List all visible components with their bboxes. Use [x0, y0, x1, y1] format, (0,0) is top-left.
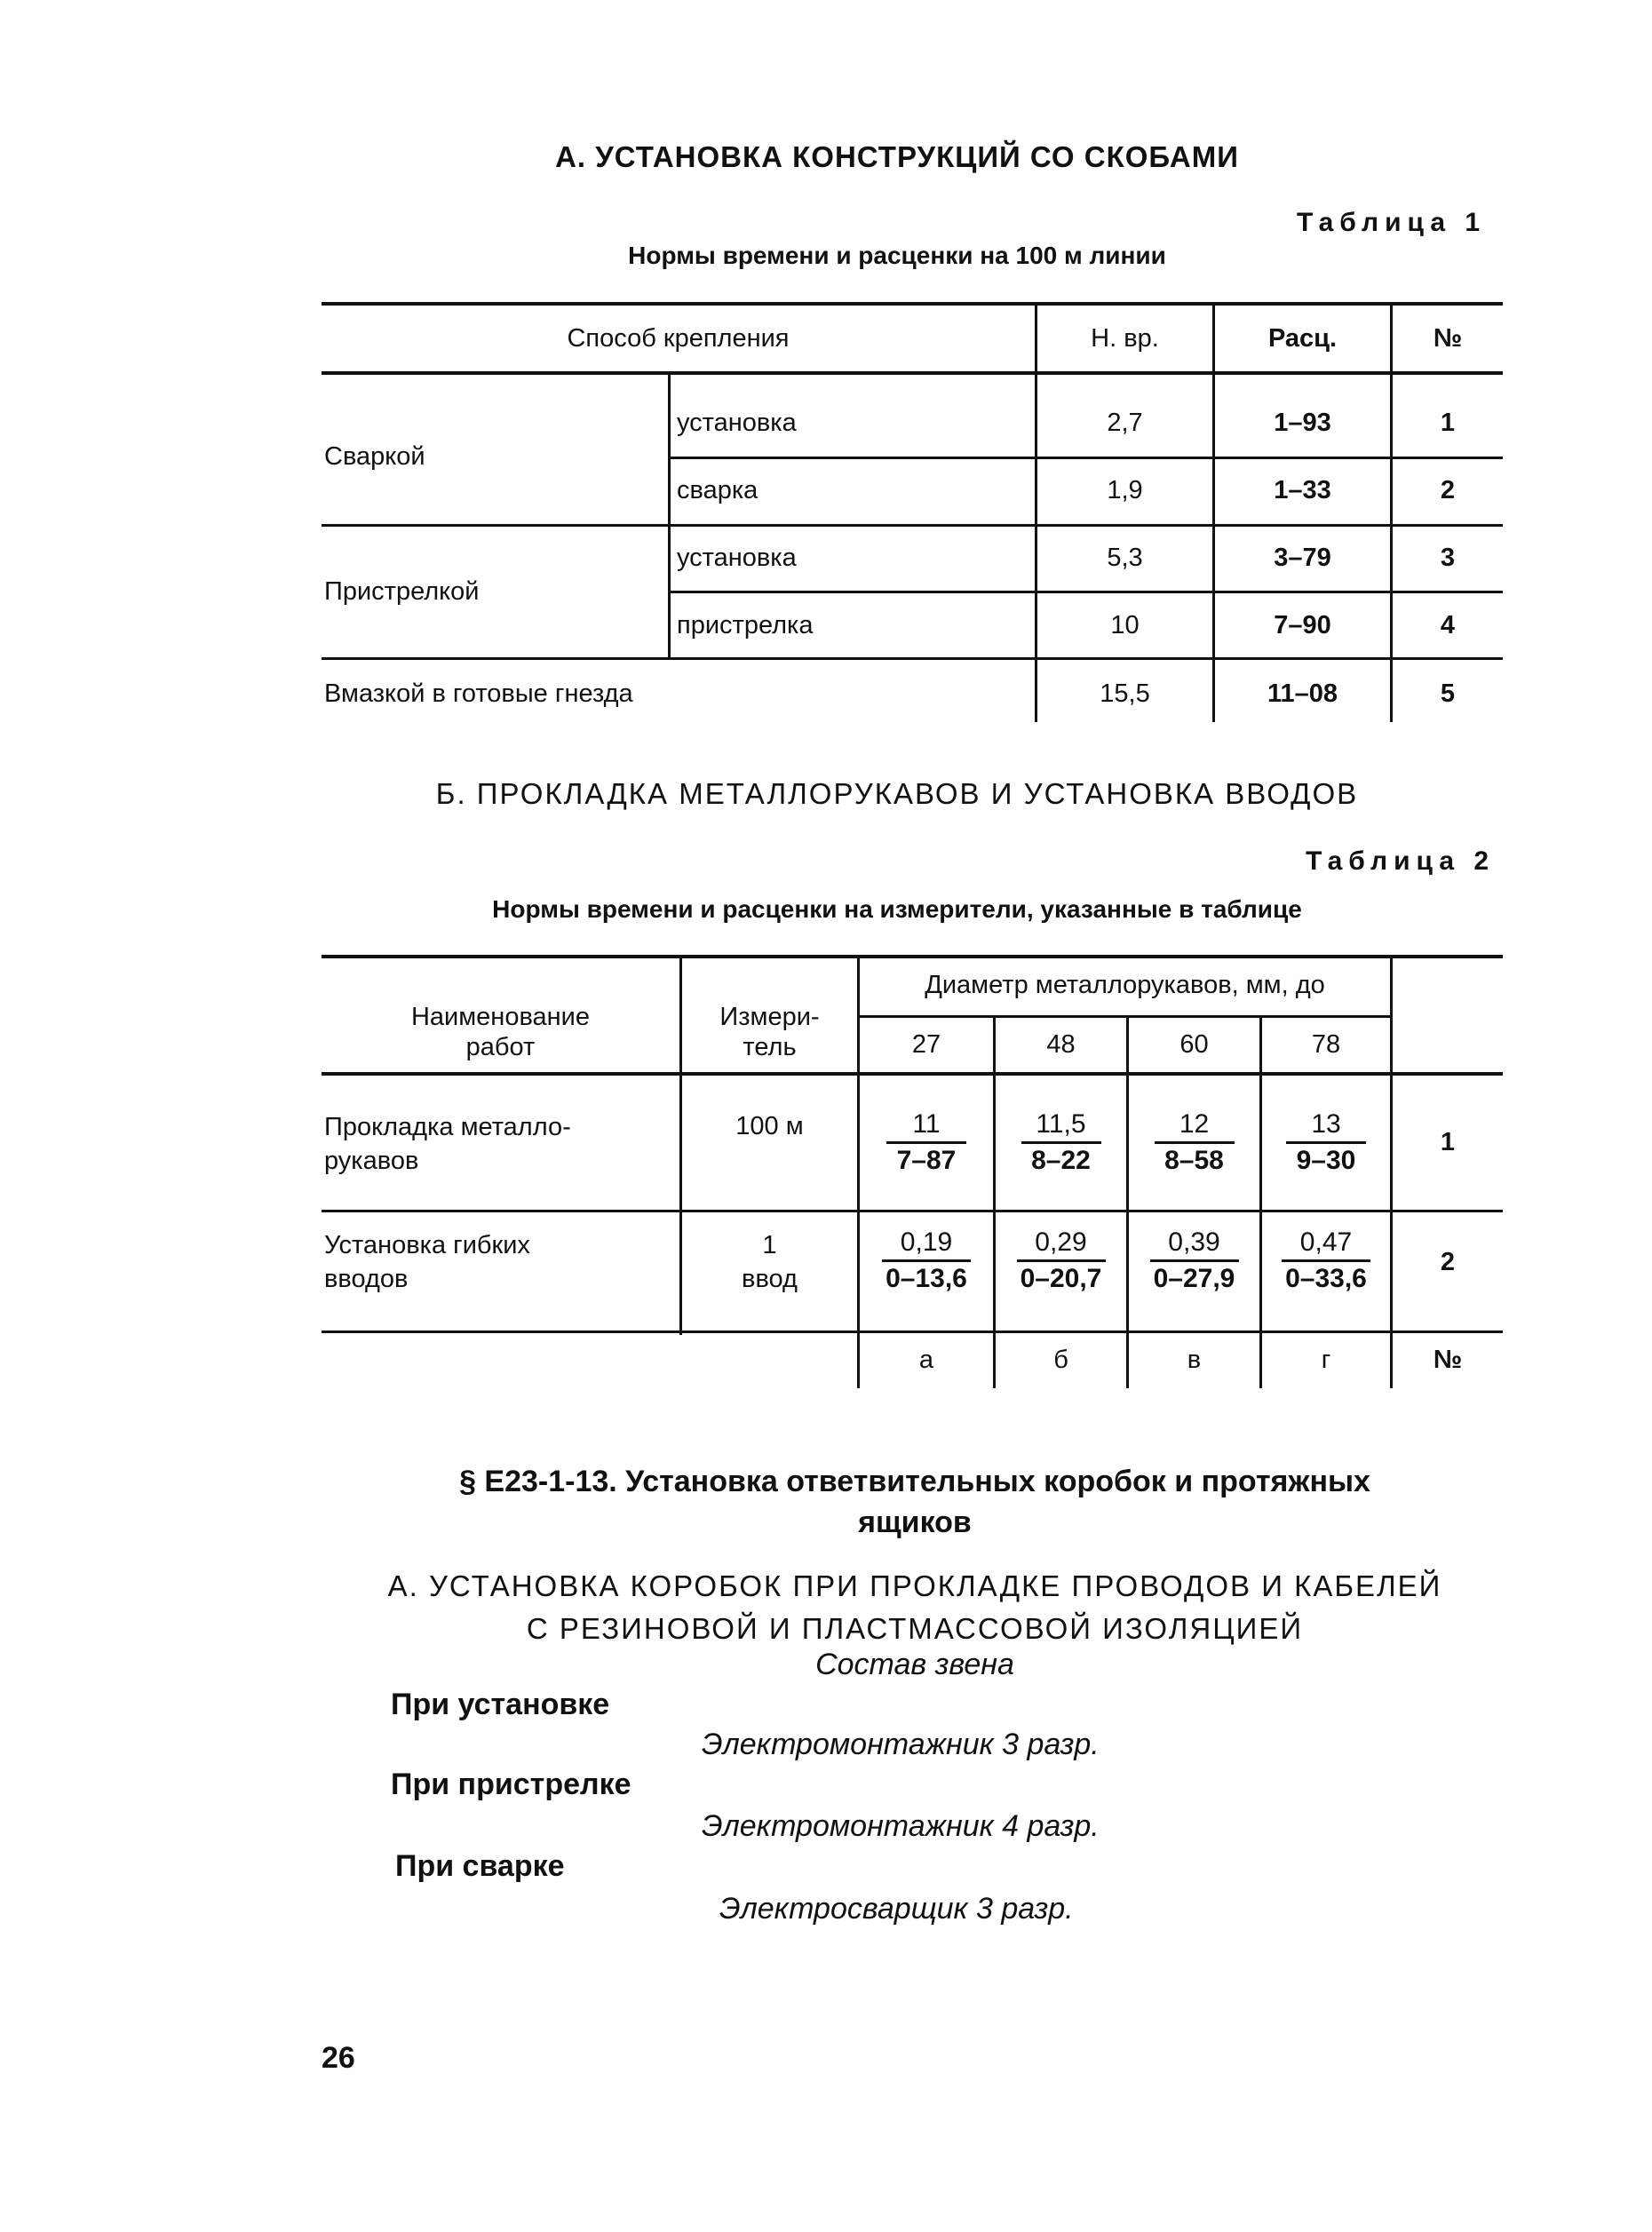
table-2-header-name: Наименование работ [410, 1003, 591, 1061]
table-2-header-unit: Измери- тель [719, 1003, 820, 1061]
table-row-rate: 11–08 [1267, 679, 1338, 708]
table-row-op: установка [677, 409, 797, 437]
table-row-op: сварка [677, 476, 758, 504]
section-a-heading: А. УСТАНОВКА КОНСТРУКЦИЙ СО СКОБАМИ [555, 140, 1239, 173]
section-b-heading: Б. ПРОКЛАДКА МЕТАЛЛОРУКАВОВ И УСТАНОВКА ВВОДОВ [435, 777, 1359, 810]
table-cell-value: $\frac{0,29}{0-20,7}$ [996, 1226, 1126, 1296]
table-row-time: 15,5 [1100, 679, 1150, 708]
crew-who: Электромонтажник 3 разр. [702, 1728, 1100, 1761]
table-1-header-rate: Расц. [1267, 324, 1338, 353]
column-letter: б [1053, 1346, 1068, 1374]
table-row-no: 3 [1440, 544, 1456, 572]
diameter-60: 60 [1179, 1030, 1209, 1059]
table-row-no: 2 [1440, 476, 1456, 504]
column-letter: в [1187, 1346, 1202, 1374]
footer-no: № [1433, 1346, 1463, 1374]
group-label-shooting: Пристрелкой [324, 577, 480, 606]
table-1-caption: Нормы времени и расценки на 100 м линии [628, 242, 1166, 269]
table-cell-value: $\frac{13}{9-30}$ [1262, 1108, 1390, 1178]
paragraph-title: § Е23-1-13. Установка ответвительных коробок и протяжных ящиков [459, 1465, 1370, 1539]
crew-who: Электросварщик 3 разр. [719, 1892, 1074, 1926]
crew-when: При пристрелке [391, 1767, 631, 1801]
column-letter: а [918, 1346, 934, 1374]
column-letter: г [1321, 1346, 1331, 1374]
table-row-op: установка [677, 544, 797, 572]
table-row-name: Прокладка металло- рукавов [324, 1113, 571, 1175]
table-row-label: Вмазкой в готовые гнезда [324, 679, 633, 708]
table-cell-value: $\frac{0,19}{0-13,6}$ [860, 1226, 993, 1296]
table-row-unit: 1 ввод [742, 1231, 798, 1293]
crew-title: Состав звена [815, 1648, 1014, 1681]
table-row-unit: 100 м [735, 1112, 804, 1140]
diameter-48: 48 [1046, 1030, 1076, 1059]
table-row-rate: 1–93 [1274, 409, 1331, 437]
table-1-header-no: № [1433, 324, 1463, 353]
table-row-op: пристрелка [677, 611, 814, 639]
table-1-header-time: Н. вр. [1091, 324, 1159, 353]
table-cell-value: $\frac{11,5}{8-22}$ [996, 1108, 1126, 1178]
table-cell-value: $\frac{0,47}{0-33,6}$ [1262, 1226, 1390, 1296]
crew-when: При сварке [395, 1849, 565, 1883]
page-number: 26 [322, 2041, 355, 2075]
table-2-label: Таблица 2 [1306, 846, 1496, 876]
table-cell-value: $\frac{12}{8-58}$ [1129, 1108, 1259, 1178]
table-2-header-diameter: Диаметр металлорукавов, мм, до [925, 971, 1325, 999]
table-row-rate: 1–33 [1274, 476, 1331, 504]
section-a2-heading: А. УСТАНОВКА КОРОБОК ПРИ ПРОКЛАДКЕ ПРОВОДОВ И КАБЕЛЕЙ С РЕЗИНОВОЙ И ПЛАСТМАССОВОЙ ИЗОЛЯЦИЕЙ [387, 1569, 1442, 1645]
table-row-time: 5,3 [1107, 544, 1143, 572]
table-row-rate: 3–79 [1274, 544, 1331, 572]
table-row-time: 10 [1110, 611, 1140, 639]
diameter-78: 78 [1311, 1030, 1341, 1059]
table-1-label: Таблица 1 [1297, 208, 1487, 237]
table-2-caption: Нормы времени и расценки на измерители, указанные в таблице [492, 895, 1302, 923]
table-1-header-method: Способ крепления [567, 324, 790, 353]
table-row-no: 1 [1440, 1128, 1456, 1156]
table-cell-value: $\frac{0,39}{0-27,9}$ [1129, 1226, 1259, 1296]
table-row-no: 5 [1440, 679, 1456, 708]
crew-when: При установке [391, 1688, 610, 1721]
crew-who: Электромонтажник 4 разр. [702, 1809, 1100, 1843]
group-label-welding: Сваркой [324, 442, 425, 471]
table-row-rate: 7–90 [1274, 611, 1331, 639]
table-row-name: Установка гибких вводов [324, 1231, 530, 1293]
table-row-no: 1 [1440, 409, 1456, 437]
table-row-no: 2 [1440, 1248, 1456, 1276]
diameter-27: 27 [911, 1030, 941, 1059]
table-row-no: 4 [1440, 611, 1456, 639]
table-row-time: 2,7 [1107, 409, 1143, 437]
table-cell-value: $\frac{11}{7-87}$ [860, 1108, 993, 1178]
table-row-time: 1,9 [1107, 476, 1143, 504]
